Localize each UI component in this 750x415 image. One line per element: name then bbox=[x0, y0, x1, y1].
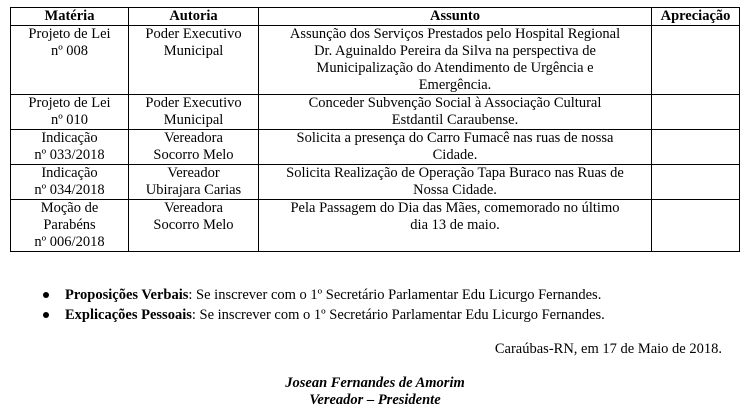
table-row bbox=[11, 200, 740, 252]
cell-autoria bbox=[129, 130, 259, 165]
cell-materia bbox=[11, 26, 129, 95]
bullet-term: Proposições Verbais bbox=[65, 287, 189, 303]
cell-autoria bbox=[129, 200, 259, 252]
cell-line: nº 010 bbox=[50, 112, 89, 128]
cell-line: Vereadora bbox=[164, 130, 223, 146]
cell-line: Indicação bbox=[41, 130, 98, 146]
place-date: Caraúbas-RN, em 17 de Maio de 2018. bbox=[494, 341, 722, 357]
cell-materia bbox=[11, 95, 129, 130]
cell-line: Poder Executivo bbox=[145, 95, 242, 111]
cell-line: nº 034/2018 bbox=[34, 182, 105, 198]
cell-line: Socorro Melo bbox=[153, 217, 234, 233]
cell-line: Assunção dos Serviços Prestados pelo Hospital Regional bbox=[289, 26, 621, 42]
cell-materia bbox=[11, 165, 129, 200]
cell-line: dia 13 de maio. bbox=[410, 217, 500, 233]
cell-apreciacao bbox=[652, 95, 740, 130]
cell-line: Municipalização do Atendimento de Urgência e bbox=[316, 60, 594, 76]
cell-line: Poder Executivo bbox=[145, 26, 242, 42]
table-row bbox=[11, 95, 740, 130]
header-apreciacao: Apreciação bbox=[652, 8, 740, 26]
cell-line: Nossa Cidade. bbox=[413, 182, 497, 198]
bullet-text: : Se inscrever com o 1º Secretário Parlamentar Edu Licurgo Fernandes. bbox=[191, 307, 605, 323]
cell-assunto bbox=[259, 95, 652, 130]
cell-assunto bbox=[259, 200, 652, 252]
cell-materia bbox=[11, 130, 129, 165]
cell-line: nº 008 bbox=[50, 43, 89, 59]
bullet-icon bbox=[43, 312, 49, 318]
cell-line: Vereador bbox=[167, 165, 220, 181]
cell-line: Cidade. bbox=[432, 147, 478, 163]
cell-line: Vereadora bbox=[164, 200, 223, 216]
cell-line: nº 033/2018 bbox=[34, 147, 105, 163]
cell-autoria bbox=[129, 26, 259, 95]
cell-line: Estdantil Caraubense. bbox=[391, 112, 519, 128]
cell-line: Conceder Subvenção Social à Associação Cultural bbox=[308, 95, 602, 111]
cell-autoria bbox=[129, 165, 259, 200]
cell-apreciacao bbox=[652, 165, 740, 200]
header-materia: Matéria bbox=[11, 8, 129, 26]
cell-line: Municipal bbox=[163, 112, 224, 128]
cell-assunto bbox=[259, 165, 652, 200]
table-header-row bbox=[11, 8, 740, 26]
agenda-table bbox=[10, 7, 740, 252]
cell-materia bbox=[11, 200, 129, 252]
cell-line: Emergência. bbox=[418, 77, 492, 93]
list-item bbox=[43, 305, 605, 325]
cell-apreciacao bbox=[652, 130, 740, 165]
bullet-icon bbox=[43, 292, 49, 298]
table-row bbox=[11, 165, 740, 200]
list-item bbox=[43, 285, 605, 305]
agenda-table-body bbox=[11, 26, 740, 252]
header-assunto: Assunto bbox=[259, 8, 652, 26]
cell-apreciacao bbox=[652, 200, 740, 252]
cell-line: Socorro Melo bbox=[153, 147, 234, 163]
cell-line: Projeto de Lei bbox=[28, 26, 111, 42]
cell-line: Ubirajara Carias bbox=[145, 182, 242, 198]
cell-apreciacao bbox=[652, 26, 740, 95]
cell-line: Municipal bbox=[163, 43, 224, 59]
cell-autoria bbox=[129, 95, 259, 130]
cell-assunto bbox=[259, 130, 652, 165]
table-row bbox=[11, 26, 740, 95]
cell-line: Solicita Realização de Operação Tapa Buraco nas Ruas de bbox=[286, 165, 624, 181]
cell-line: Projeto de Lei bbox=[28, 95, 111, 111]
cell-line: nº 006/2018 bbox=[34, 234, 105, 250]
bullet-term: Explicações Pessoais bbox=[65, 307, 192, 323]
cell-line: Solicita a presença do Carro Fumacê nas ruas de nossa bbox=[296, 130, 614, 146]
cell-line: Indicação bbox=[41, 165, 98, 181]
signature-block bbox=[0, 375, 750, 409]
cell-line: Moção de bbox=[40, 200, 99, 216]
table-row bbox=[11, 130, 740, 165]
cell-line: Dr. Aguinaldo Pereira da Silva na perspectiva de bbox=[314, 43, 596, 59]
bullet-text: : Se inscrever com o 1º Secretário Parlamentar Edu Licurgo Fernandes. bbox=[188, 287, 602, 303]
cell-line: Pela Passagem do Dia das Mães, comemorado no último bbox=[290, 200, 620, 216]
signature-name: Josean Fernandes de Amorim bbox=[285, 375, 465, 391]
header-autoria: Autoria bbox=[129, 8, 259, 26]
cell-assunto bbox=[259, 26, 652, 95]
bullet-list bbox=[43, 285, 605, 325]
signature-role: Vereador – Presidente bbox=[309, 392, 441, 408]
cell-line: Parabéns bbox=[43, 217, 96, 233]
